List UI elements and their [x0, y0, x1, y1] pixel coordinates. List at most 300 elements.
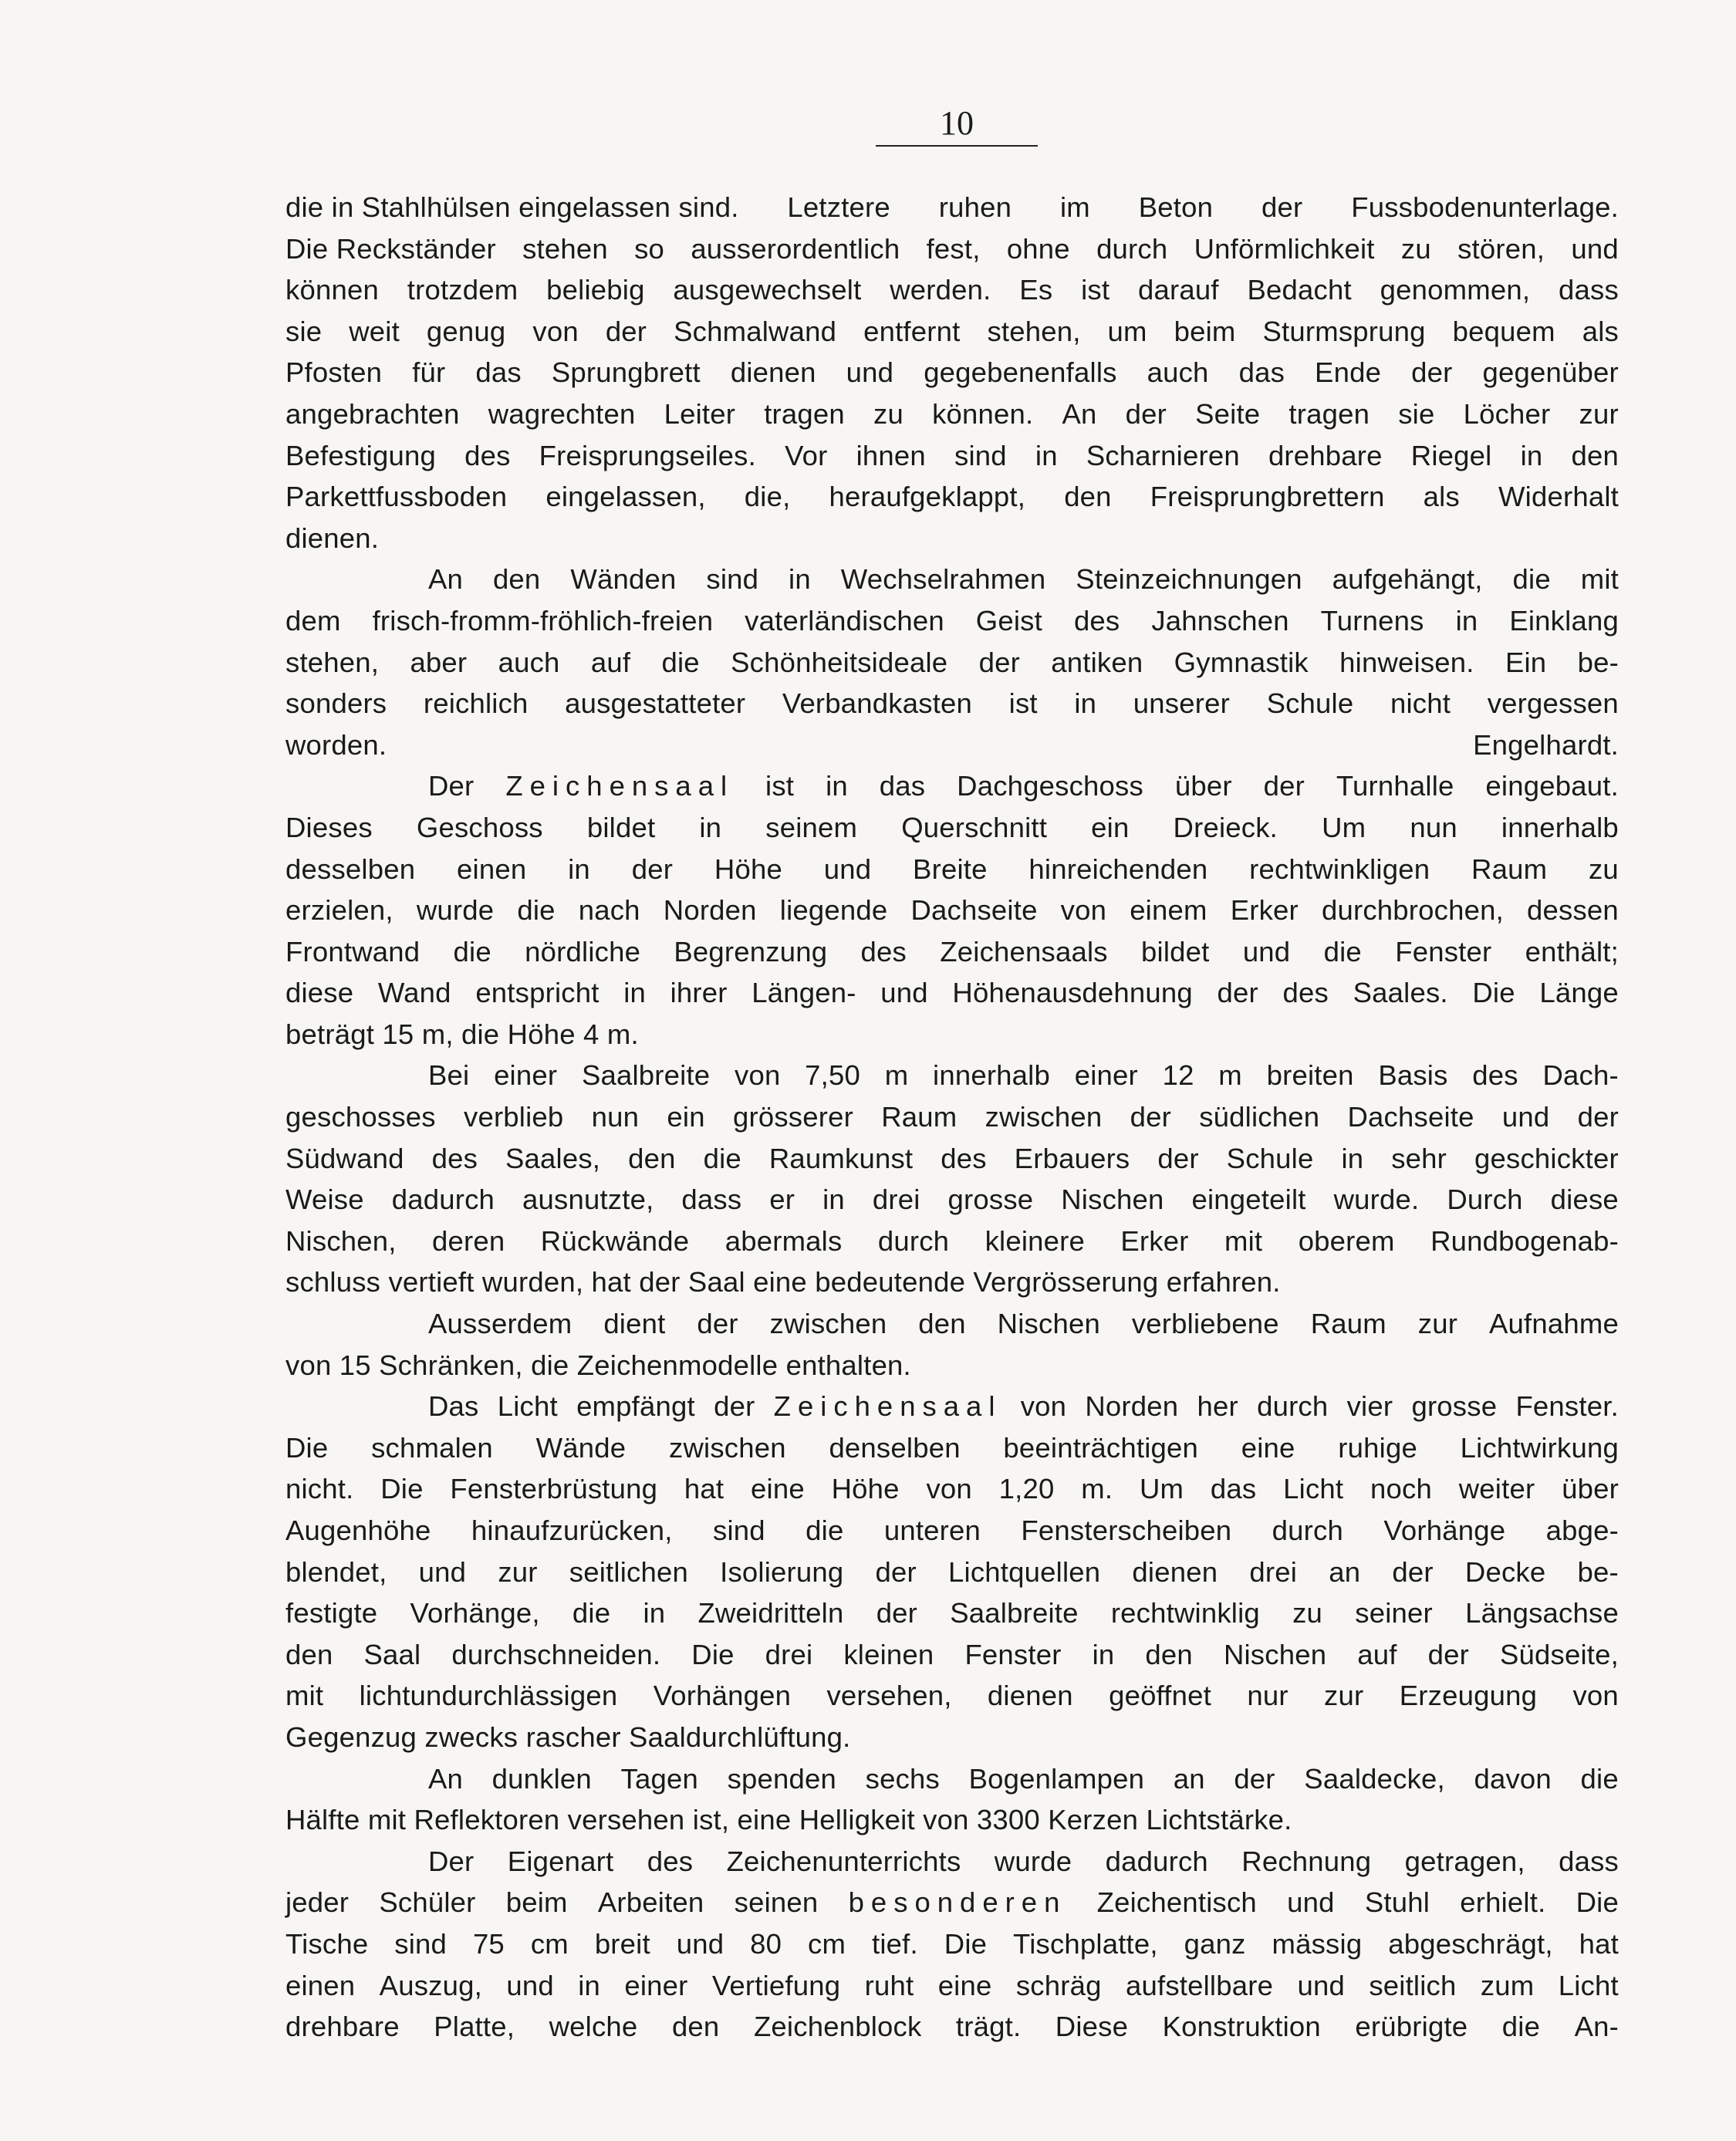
- text-word: Turnhalle: [1336, 770, 1454, 802]
- text-word: hinweisen.: [1339, 646, 1474, 678]
- text-word: von 15 Schränken, die Zeichenmodelle enthalten.: [285, 1349, 911, 1381]
- text-word: Längsachse: [1465, 1597, 1619, 1629]
- text-word: Leiter: [664, 397, 736, 430]
- text-word: der: [1130, 1101, 1171, 1133]
- text-line: [285, 1468, 1619, 1510]
- text-word: zu: [873, 397, 903, 430]
- text-word: für: [412, 356, 446, 389]
- text-word: Engelhardt.: [1473, 728, 1619, 761]
- text-word: der: [1261, 191, 1303, 223]
- text-word: 1,20: [998, 1473, 1055, 1505]
- text-word: der: [1263, 770, 1305, 802]
- text-word: in: [568, 853, 590, 885]
- text-line: [285, 1303, 1619, 1345]
- text-word: m.: [1081, 1473, 1113, 1505]
- text-word: cm: [530, 1927, 569, 1960]
- text-word: dient: [603, 1308, 666, 1340]
- text-line: [285, 849, 1619, 890]
- text-line: [285, 931, 1619, 973]
- text-word: Dach-: [1542, 1059, 1619, 1092]
- text-word: den: [671, 2011, 720, 2043]
- text-word: Erbauers: [1014, 1142, 1130, 1174]
- text-word: Schule: [1226, 1142, 1314, 1174]
- text-word: dadurch: [1105, 1845, 1208, 1877]
- text-word: tragen: [1288, 397, 1370, 430]
- text-word: Raum: [1310, 1308, 1386, 1340]
- text-word: dessen: [1527, 894, 1619, 927]
- text-word: ausgewechselt: [673, 274, 862, 306]
- text-line: [285, 1923, 1619, 1965]
- page-number: 10: [940, 104, 974, 142]
- text-word: in: [1455, 604, 1478, 637]
- text-word: Scharnieren: [1086, 439, 1240, 471]
- text-word: erzielen,: [285, 894, 393, 927]
- text-word: Vertiefung: [711, 1969, 841, 2001]
- text-line: [285, 1096, 1619, 1138]
- text-word: Frontwand: [285, 935, 420, 968]
- text-word: kleinere: [985, 1224, 1085, 1257]
- text-word: von: [532, 315, 579, 347]
- text-word: Raum: [1471, 853, 1548, 885]
- text-word: worden.: [285, 728, 387, 761]
- text-word: Verbandkasten: [782, 687, 973, 720]
- text-word: Aufnahme: [1488, 1308, 1619, 1340]
- text-word: hinaufzurücken,: [471, 1515, 673, 1546]
- text-word: Fensterscheiben: [1021, 1515, 1232, 1546]
- text-word: Diese: [1055, 2011, 1129, 2043]
- text-word: den: [1571, 439, 1619, 471]
- text-word: beliebig: [546, 274, 645, 306]
- text-word: zu: [1588, 853, 1619, 885]
- text-word: nördliche: [525, 935, 641, 968]
- text-word: seinem: [765, 811, 858, 843]
- text-word: auch: [498, 646, 560, 678]
- text-word: deren: [432, 1224, 505, 1257]
- text-word: in: [1035, 439, 1058, 471]
- text-word: Eigenart: [507, 1845, 614, 1877]
- text-word: gegenüber: [1482, 356, 1619, 389]
- text-word: Höhe: [831, 1473, 900, 1505]
- text-word: auf: [1357, 1638, 1397, 1670]
- text-word: der: [875, 1555, 917, 1588]
- text-word: Um: [1139, 1473, 1184, 1505]
- text-line: [285, 1179, 1619, 1221]
- text-word: durch: [1096, 232, 1168, 265]
- text-word: zwischen: [985, 1101, 1103, 1133]
- text-word: vergessen: [1487, 687, 1619, 720]
- text-word: entspricht: [475, 977, 599, 1009]
- text-word: und: [846, 356, 894, 389]
- text-word: sind: [394, 1927, 448, 1960]
- text-word: die: [703, 1142, 741, 1174]
- text-word: sind: [713, 1515, 765, 1546]
- text-word: trotzdem: [407, 274, 518, 306]
- text-word: von: [1060, 894, 1107, 927]
- text-word: von: [926, 1473, 972, 1505]
- text-word: zwischen: [669, 1431, 786, 1464]
- text-word: der: [978, 646, 1020, 678]
- text-word: innerhalb: [933, 1059, 1050, 1092]
- text-word: die: [806, 1515, 844, 1546]
- text-line: [285, 1345, 1619, 1386]
- text-word: des: [1282, 977, 1329, 1009]
- text-word: und: [506, 1969, 554, 2001]
- text-word: die: [1323, 935, 1362, 968]
- text-word: in: [826, 770, 848, 802]
- text-word: ganz: [1184, 1927, 1246, 1960]
- text-word: Die Reckständer: [285, 232, 496, 265]
- text-word: besonderen: [848, 1886, 1067, 1919]
- text-line: [285, 352, 1619, 393]
- text-word: das: [1210, 1473, 1257, 1505]
- text-word: die: [1512, 563, 1551, 596]
- text-word: ausserordentlich: [691, 232, 900, 265]
- text-line: [285, 1427, 1619, 1469]
- text-word: der: [1217, 977, 1258, 1009]
- text-word: Beton: [1138, 191, 1214, 223]
- text-word: sind: [706, 563, 759, 596]
- text-word: versehen,: [826, 1680, 952, 1712]
- text-word: des: [1073, 604, 1120, 637]
- text-word: breit: [594, 1927, 650, 1960]
- text-word: Saales,: [505, 1142, 601, 1174]
- text-word: ist: [1081, 274, 1110, 306]
- text-line: [285, 476, 1619, 518]
- text-word: bildet: [1141, 935, 1210, 968]
- text-word: Rechnung: [1241, 1845, 1372, 1877]
- text-word: durchschneiden.: [451, 1638, 661, 1670]
- text-line: [285, 642, 1619, 684]
- text-word: Die: [380, 1473, 424, 1505]
- text-word: Erker: [1120, 1224, 1189, 1257]
- text-word: gegebenenfalls: [924, 356, 1117, 389]
- text-word: An-: [1574, 2011, 1619, 2043]
- text-word: Licht: [1558, 1969, 1619, 2001]
- text-word: als: [1423, 481, 1460, 513]
- text-word: 80: [750, 1927, 782, 1960]
- text-word: Licht: [497, 1390, 558, 1423]
- text-line: [285, 393, 1619, 435]
- text-word: seiner: [1355, 1597, 1433, 1629]
- text-word: Bei: [428, 1059, 470, 1092]
- text-word: er: [769, 1184, 795, 1216]
- text-word: Augenhöhe: [285, 1515, 431, 1546]
- text-word: rechtwinklig: [1110, 1597, 1260, 1629]
- text-word: ruht: [864, 1969, 914, 2001]
- text-word: ihnen: [856, 439, 926, 471]
- text-word: von: [1020, 1390, 1067, 1423]
- text-word: grosse: [1411, 1390, 1498, 1423]
- text-word: Querschnitt: [901, 811, 1048, 843]
- text-word: Fussbodenunterlage.: [1351, 191, 1619, 223]
- text-word: angebrachten: [285, 397, 460, 430]
- text-word: ihrer: [670, 977, 728, 1009]
- text-word: drei: [765, 1638, 813, 1670]
- text-word: das: [879, 770, 926, 802]
- text-word: Dachseite: [910, 894, 1038, 927]
- text-word: im: [1059, 191, 1090, 223]
- text-word: welche: [549, 2011, 638, 2043]
- text-word: eine: [1241, 1431, 1295, 1464]
- text-word: sind: [954, 439, 1007, 471]
- text-word: Wände: [535, 1431, 627, 1464]
- text-word: der: [1234, 1762, 1275, 1795]
- text-word: auf: [590, 646, 631, 678]
- text-word: der: [1392, 1555, 1434, 1588]
- text-word: beträgt 15 m, die Höhe 4 m.: [285, 1018, 639, 1050]
- text-word: mässig: [1272, 1927, 1363, 1960]
- text-word: ruhige: [1338, 1431, 1417, 1464]
- text-line: [285, 1841, 1619, 1883]
- text-word: oberem: [1298, 1224, 1395, 1257]
- text-word: erübrigte: [1355, 2011, 1468, 2043]
- text-word: die: [661, 646, 700, 678]
- text-word: in: [1520, 439, 1543, 471]
- text-line: [285, 1510, 1619, 1552]
- text-word: durch: [1272, 1515, 1343, 1546]
- text-word: eingelassen,: [545, 481, 706, 513]
- text-word: dienen: [987, 1680, 1073, 1712]
- text-line: [285, 1965, 1619, 2007]
- text-word: stehen,: [987, 315, 1081, 347]
- text-word: die,: [744, 481, 791, 513]
- text-word: durch: [877, 1224, 950, 1257]
- text-word: innerhalb: [1501, 811, 1619, 843]
- text-word: über: [1174, 770, 1232, 802]
- text-word: verbliebene: [1131, 1308, 1279, 1340]
- text-line: [285, 724, 1619, 766]
- text-word: Lichtwirkung: [1460, 1431, 1619, 1464]
- text-word: Dreieck.: [1173, 811, 1278, 843]
- text-word: bildet: [586, 811, 656, 843]
- text-word: Um: [1322, 811, 1366, 843]
- text-word: den: [1145, 1638, 1193, 1670]
- text-line: [285, 683, 1619, 724]
- text-word: diese: [1550, 1184, 1619, 1216]
- text-word: m: [1218, 1059, 1242, 1092]
- body-text: [285, 187, 1619, 2048]
- text-word: be-: [1577, 1555, 1619, 1588]
- text-word: des: [941, 1142, 987, 1174]
- text-word: Zeichenblock: [753, 2011, 922, 2043]
- text-word: kleinen: [843, 1638, 934, 1670]
- text-word: abermals: [724, 1224, 843, 1257]
- text-word: grösserer: [732, 1101, 853, 1133]
- text-word: stören,: [1457, 232, 1545, 265]
- text-word: m: [884, 1059, 909, 1092]
- text-word: weit: [349, 315, 400, 347]
- text-word: wurde: [416, 894, 495, 927]
- text-word: nun: [591, 1101, 640, 1133]
- text-word: einer: [1074, 1059, 1138, 1092]
- text-word: die in Stahlhülsen eingelassen sind.: [285, 191, 739, 223]
- text-word: Erker: [1230, 894, 1299, 927]
- text-word: enthält;: [1525, 935, 1619, 968]
- text-word: Vorhänge,: [410, 1597, 540, 1629]
- text-word: Höhe: [714, 853, 782, 885]
- text-word: geöffnet: [1109, 1680, 1211, 1712]
- text-word: Geschoss: [416, 811, 543, 843]
- text-word: Südseite,: [1499, 1638, 1619, 1670]
- text-word: Ende: [1315, 356, 1382, 389]
- text-word: Parkettfussboden: [285, 481, 508, 513]
- text-word: beim: [505, 1886, 568, 1919]
- text-word: schmalen: [371, 1431, 493, 1464]
- text-line: [285, 1758, 1619, 1800]
- text-word: drehbare: [1268, 439, 1383, 471]
- text-word: nur: [1247, 1680, 1288, 1712]
- text-word: Der: [428, 770, 475, 802]
- text-word: Wechselrahmen: [840, 563, 1046, 596]
- text-word: Das: [428, 1390, 479, 1423]
- text-word: An: [1062, 397, 1097, 430]
- text-word: 75: [472, 1927, 505, 1960]
- text-word: Die: [944, 1927, 988, 1960]
- text-word: schräg: [1015, 1969, 1102, 2001]
- text-word: Die: [1576, 1886, 1619, 1919]
- text-word: Nischen: [997, 1308, 1100, 1340]
- text-word: ausgestatteter: [565, 687, 746, 720]
- text-word: und: [1287, 1886, 1335, 1919]
- text-word: Gegenzug zwecks rascher Saaldurchlüftung.: [285, 1721, 851, 1753]
- text-word: An: [428, 1762, 464, 1795]
- text-word: Der: [428, 1845, 475, 1877]
- text-word: in: [789, 563, 811, 596]
- text-word: Lichtquellen: [948, 1555, 1101, 1588]
- text-word: genug: [426, 315, 506, 347]
- text-word: Sprungbrett: [551, 356, 701, 389]
- text-word: zur: [498, 1555, 538, 1588]
- text-line: [285, 1386, 1619, 1427]
- text-word: Pfosten: [285, 356, 383, 389]
- text-word: ruhen: [938, 191, 1012, 223]
- text-word: der: [1577, 1101, 1619, 1133]
- text-line: [285, 1055, 1619, 1096]
- text-word: können.: [932, 397, 1034, 430]
- text-word: sie: [1398, 397, 1435, 430]
- text-word: und: [1501, 1101, 1550, 1133]
- text-word: Bedacht: [1247, 274, 1352, 306]
- text-line: [285, 187, 1619, 228]
- text-word: drei: [1249, 1555, 1298, 1588]
- text-word: An: [428, 563, 464, 596]
- text-word: diese: [285, 977, 354, 1009]
- text-word: um: [1107, 315, 1147, 347]
- text-word: abge-: [1545, 1515, 1619, 1546]
- text-word: Widerhalt: [1498, 481, 1619, 513]
- text-word: den: [492, 563, 541, 596]
- text-word: Arbeiten: [597, 1886, 704, 1919]
- text-word: südlichen: [1199, 1101, 1320, 1133]
- text-word: zu: [1400, 232, 1431, 265]
- text-line: [285, 1221, 1619, 1262]
- text-line: [285, 269, 1619, 311]
- text-word: von: [735, 1059, 781, 1092]
- text-word: des: [431, 1142, 478, 1174]
- text-word: hat: [1579, 1927, 1619, 1960]
- text-word: der: [697, 1308, 738, 1340]
- text-word: das: [475, 356, 522, 389]
- text-word: grosse: [947, 1184, 1034, 1216]
- text-word: den: [285, 1638, 333, 1670]
- text-word: empfängt: [576, 1390, 695, 1423]
- text-word: spenden: [727, 1762, 837, 1795]
- text-word: Befestigung: [285, 439, 436, 471]
- text-word: nicht: [1390, 687, 1451, 720]
- text-word: Schule: [1266, 687, 1354, 720]
- text-word: seinen: [734, 1886, 819, 1919]
- text-word: Vorhängen: [653, 1680, 792, 1712]
- text-word: sehr: [1391, 1142, 1447, 1174]
- text-word: auch: [1147, 356, 1209, 389]
- text-word: lichtundurchlässigen: [359, 1680, 618, 1712]
- text-word: Raum: [881, 1101, 958, 1133]
- text-word: der: [1157, 1142, 1199, 1174]
- text-word: der: [1125, 397, 1167, 430]
- text-word: eine: [937, 1969, 992, 2001]
- text-word: ist: [765, 770, 795, 802]
- text-word: Nischen: [1223, 1638, 1327, 1670]
- text-word: nun: [1410, 811, 1457, 843]
- text-word: fest,: [926, 232, 981, 265]
- text-line: [285, 435, 1619, 477]
- text-word: sonders: [285, 687, 387, 720]
- text-word: trägt.: [955, 2011, 1022, 2043]
- text-word: Saal: [363, 1638, 421, 1670]
- text-word: schluss vertieft wurden, hat der Saal eine bedeutende Vergrösserung erfahren.: [285, 1266, 1281, 1298]
- text-word: heraufgeklappt,: [829, 481, 1026, 513]
- text-line: [285, 1799, 1619, 1841]
- text-word: Rückwände: [540, 1224, 690, 1257]
- text-word: Geist: [975, 604, 1042, 637]
- text-word: zur: [1579, 397, 1619, 430]
- text-word: Gymnastik: [1174, 646, 1309, 678]
- text-word: ist: [1008, 687, 1038, 720]
- text-word: beim: [1174, 315, 1236, 347]
- text-line: [285, 890, 1619, 931]
- text-word: erhielt.: [1460, 1886, 1546, 1919]
- text-word: Decke: [1464, 1555, 1546, 1588]
- text-word: Auszug,: [379, 1969, 482, 2001]
- text-word: Saalbreite: [581, 1059, 711, 1092]
- text-word: dass: [1559, 274, 1619, 306]
- text-word: Durch: [1447, 1184, 1523, 1216]
- text-line: [285, 972, 1619, 1014]
- text-word: und: [676, 1927, 724, 1960]
- text-line: [285, 765, 1619, 807]
- text-word: des: [860, 935, 907, 968]
- text-word: den: [628, 1142, 676, 1174]
- text-word: nicht.: [285, 1473, 354, 1505]
- text-word: Tische: [285, 1927, 369, 1960]
- text-word: jeder: [285, 1886, 350, 1919]
- text-word: Zeichentisch: [1096, 1886, 1257, 1919]
- text-word: Schüler: [379, 1886, 476, 1919]
- text-word: tragen: [764, 397, 845, 430]
- text-word: Ein: [1505, 646, 1547, 678]
- text-line: [285, 311, 1619, 353]
- text-word: Letztere: [787, 191, 890, 223]
- text-word: noch: [1370, 1473, 1432, 1505]
- text-word: Zeichensaals: [940, 935, 1108, 968]
- text-word: so: [634, 232, 665, 265]
- text-word: Konstruktion: [1162, 2011, 1321, 2043]
- text-line: [285, 1675, 1619, 1717]
- text-word: davon: [1474, 1762, 1552, 1795]
- text-word: zu: [1292, 1597, 1323, 1629]
- text-word: Saales.: [1353, 977, 1448, 1009]
- text-word: Fenster: [964, 1638, 1062, 1670]
